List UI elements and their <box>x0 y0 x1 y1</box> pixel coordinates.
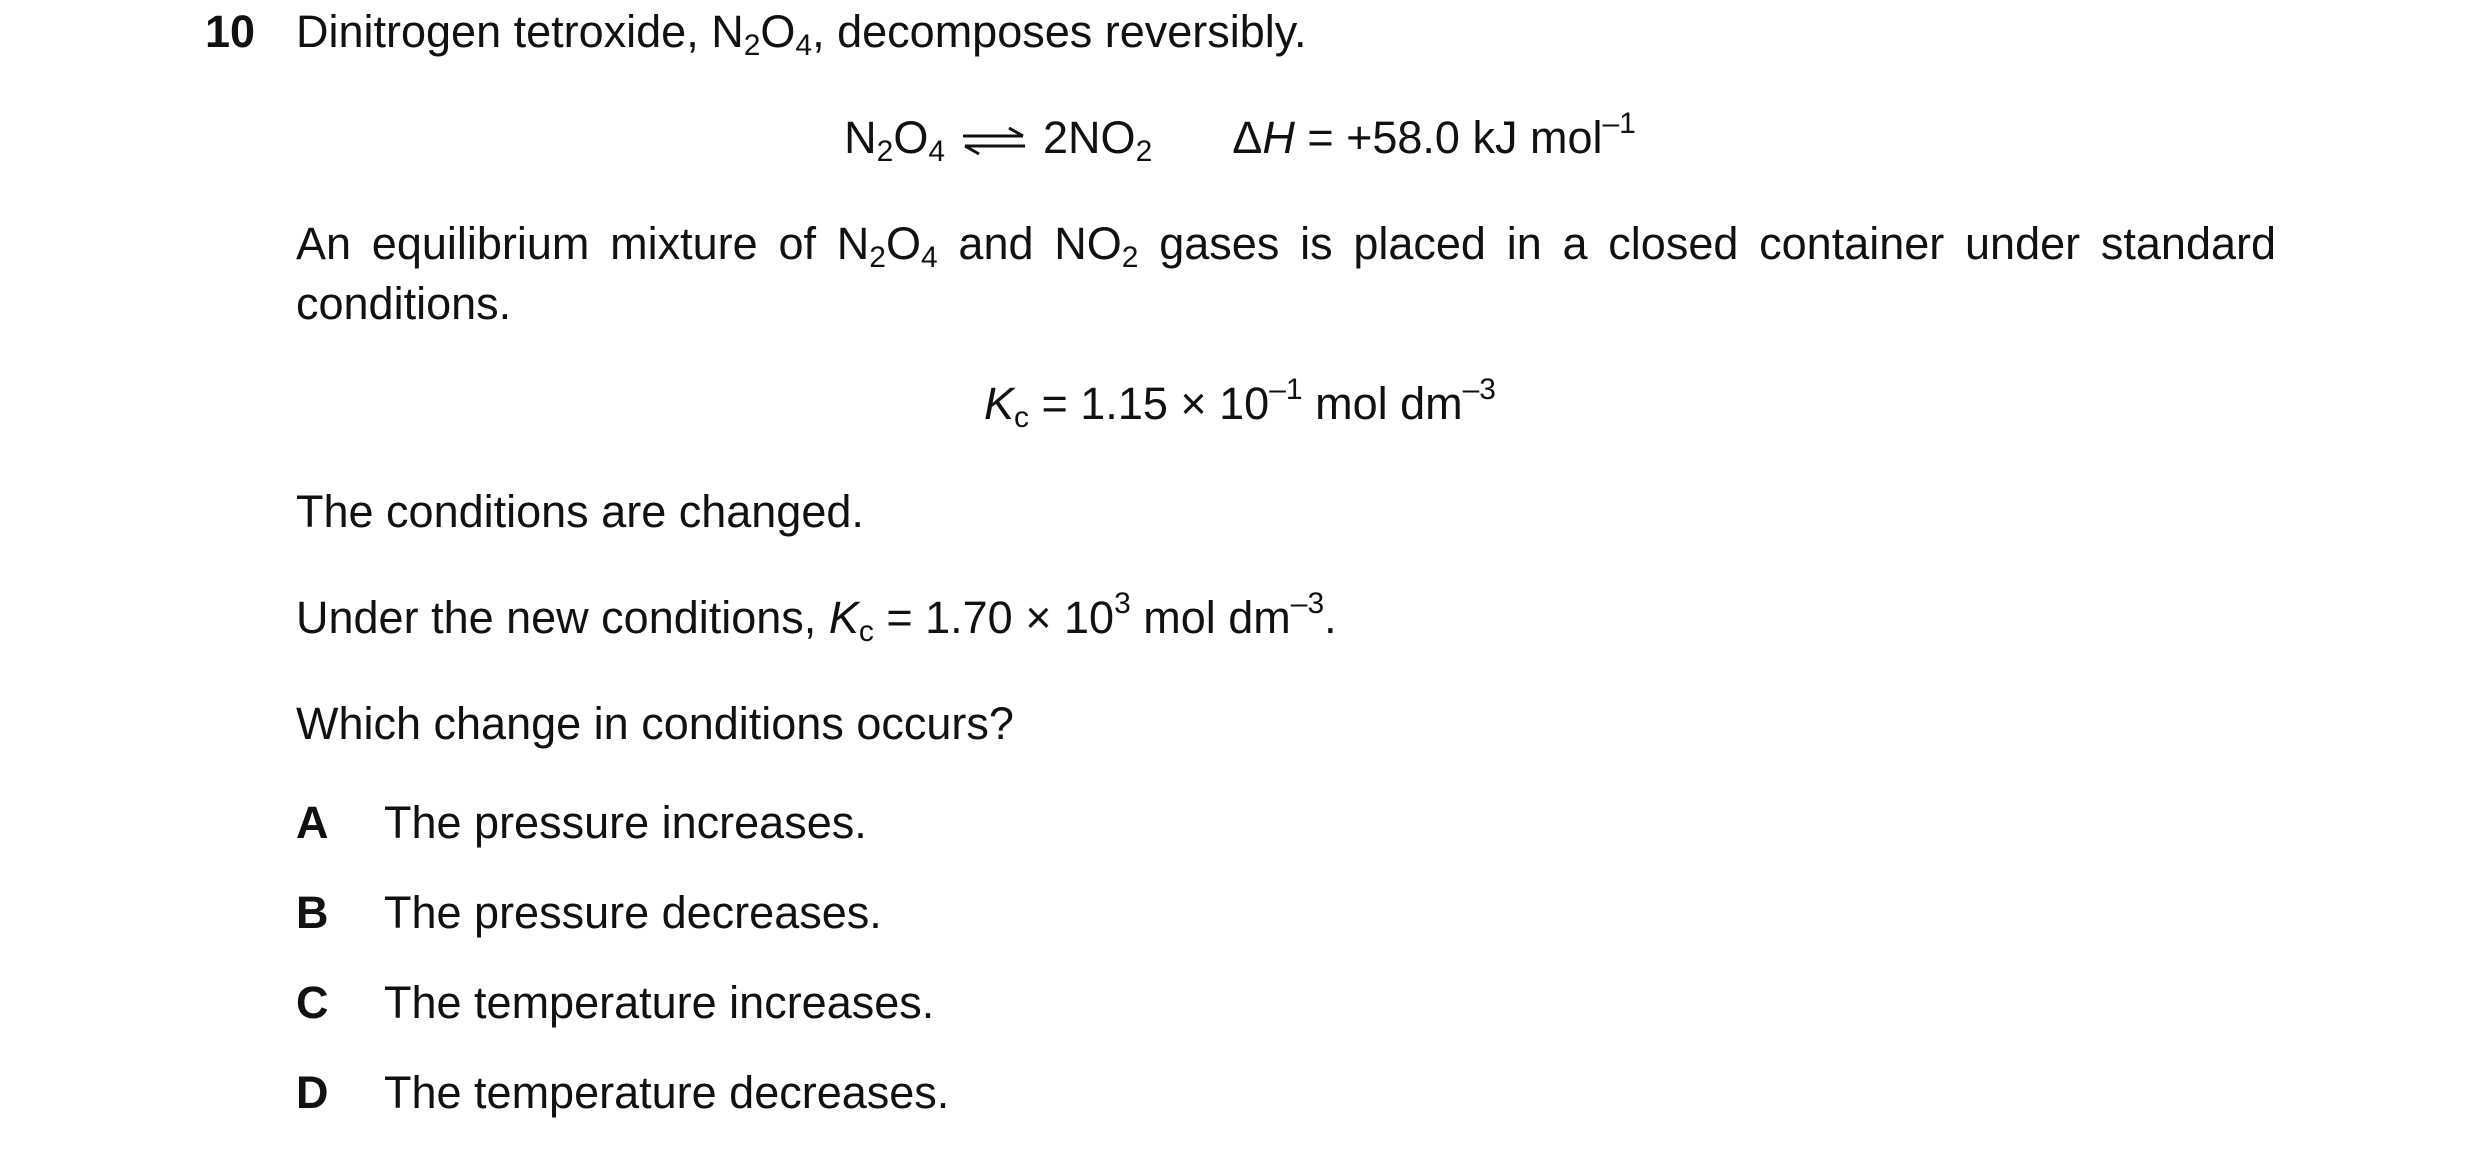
equilibrium-arrows-icon <box>961 126 1027 156</box>
option-letter: B <box>296 887 329 938</box>
option-text: The temperature increases. <box>384 977 935 1028</box>
option-letter: C <box>296 977 329 1028</box>
option-text: The pressure decreases. <box>384 887 882 938</box>
kc-initial: $K_c = 1.15 \times 10^{-1}$ mol $dm^{-3}$ <box>983 373 1496 434</box>
question-number: 10 <box>205 6 256 57</box>
option-text: The temperature decreases. <box>384 1067 950 1118</box>
paragraph-new-kc: Under the new conditions, $K_c = 1.70 \times 10^3$ mol $dm^{-3}$. <box>296 587 1337 648</box>
paragraph-mixture: An equilibrium mixture of $N_2O_4$ and $NO_2$ gases is placed in a closed container under standard conditions. <box>296 218 2277 329</box>
option-text: The pressure increases. <box>384 797 867 848</box>
option-letter: A <box>296 797 329 848</box>
question-prompt: Which change in conditions occurs? <box>296 698 1014 749</box>
reaction-equation: $N_2O_4$ $2NO_2$ ΔH = +58.0 kJ mol$^{-1}$ <box>844 107 1636 168</box>
option-letter: D <box>296 1067 329 1118</box>
question-stem: Dinitrogen tetroxide, $N_2O_4$, decomposes reversibly. <box>296 6 1307 62</box>
paragraph-changed: The conditions are changed. <box>296 486 864 537</box>
